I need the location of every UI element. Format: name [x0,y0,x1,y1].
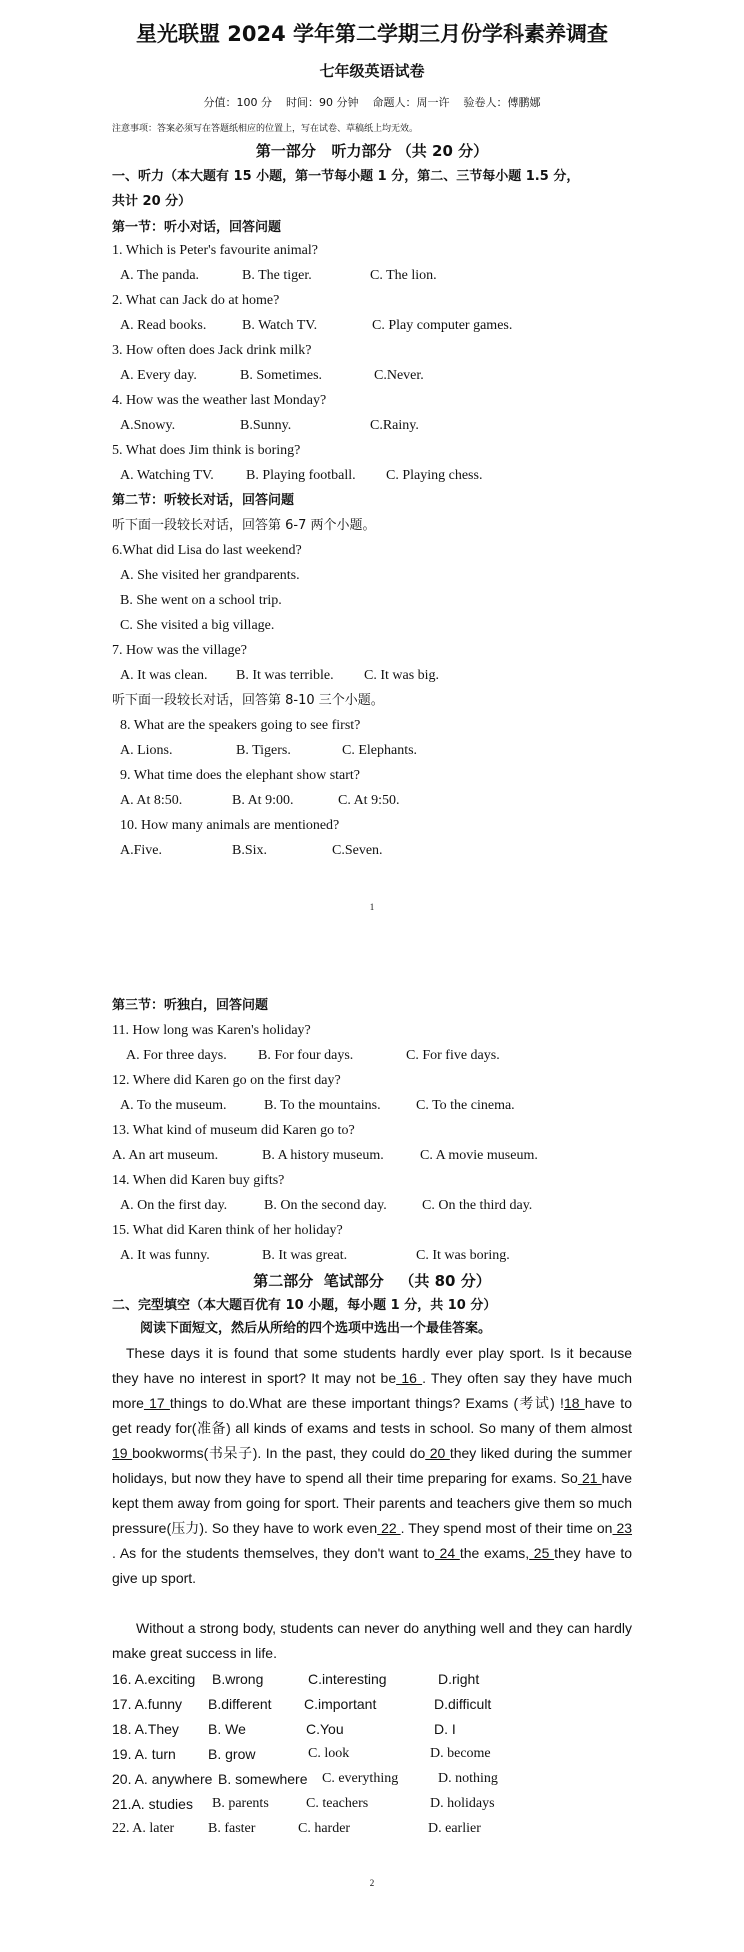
q5-option-b: B. Playing football. [246,468,356,483]
question-5: 5. What does Jim think is boring? [112,443,301,458]
q22-option-b: B. faster [208,1821,256,1836]
blank-23: 23 [612,1520,633,1536]
q13-option-b: B. A history museum. [262,1148,384,1163]
q1-option-b: B. The tiger. [242,268,312,283]
cloze-passage-paragraph-2: Without a strong body, students can never do anything well and they can hardly make great success in life. [112,1620,632,1661]
q19-option-b: B. grow [208,1746,256,1762]
q6-option-b: B. She went on a school trip. [120,593,282,608]
q22-option-a: 22. A. later [112,1821,175,1836]
q9-option-b: B. At 9:00. [232,793,294,808]
q10-option-c: C.Seven. [332,843,383,858]
q19-option-c: C. look [308,1746,350,1761]
q11-option-c: C. For five days. [406,1048,500,1063]
q21-option-b: B. parents [212,1796,269,1811]
section3-title: 第三节：听独白，回答问题 [112,998,269,1013]
q16-option-d: D.right [438,1671,480,1687]
cloze-section-heading: 二、完型填空（本大题百优有 10 小题，每小题 1 分，共 10 分） [112,1298,497,1313]
q17-option-d: D.difficult [434,1696,492,1712]
blank-22: 22 [377,1520,401,1536]
exam-sub-title: 七年级英语试卷 [319,62,425,80]
blank-20: 20 [425,1445,450,1461]
q14-option-c: C. On the third day. [422,1198,533,1213]
blank-21: 21 [577,1470,602,1486]
q20-option-b: B. somewhere [218,1771,308,1787]
q12-option-a: A. To the museum. [120,1098,227,1113]
section1-title: 第一节：听小对话，回答问题 [112,220,282,235]
q15-option-c: C. It was boring. [416,1248,510,1263]
section2-title: 第二节：听较长对话，回答问题 [112,493,295,508]
q7-option-b: B. It was terrible. [236,668,334,683]
question-13: 13. What kind of museum did Karen go to? [112,1123,355,1138]
cloze-instruction: 阅读下面短文，然后从所给的四个选项中选出一个最佳答案。 [140,1321,492,1336]
question-12: 12. Where did Karen go on the first day? [112,1073,341,1088]
q12-option-c: C. To the cinema. [416,1098,515,1113]
q7-option-a: A. It was clean. [120,668,208,683]
q21-option-d: D. holidays [430,1796,495,1811]
page-number-1: 1 [369,902,375,912]
page-number-2: 2 [369,1878,375,1888]
q21-option-a: 21.A. studies [112,1796,193,1812]
q12-option-b: B. To the mountains. [264,1098,381,1113]
q18-option-d: D. I [434,1721,456,1737]
q10-option-a: A.Five. [120,843,162,858]
q4-option-c: C.Rainy. [370,418,419,433]
section2-intro-b: 听下面一段较长对话，回答第 8-10 三个小题。 [112,693,384,708]
exam-info: 分值：100 分 时间：90 分钟 命题人：周一许 验卷人：傅鹏娜 [203,96,541,109]
q8-option-a: A. Lions. [120,743,173,758]
q22-option-d: D. earlier [428,1821,481,1836]
exam-page-1 [0,0,744,970]
q14-option-b: B. On the second day. [264,1198,387,1213]
question-14: 14. When did Karen buy gifts? [112,1173,285,1188]
q5-option-a: A. Watching TV. [120,468,214,483]
q13-option-c: C. A movie museum. [420,1148,538,1163]
q16-option-b: B.wrong [212,1671,264,1687]
listening-section-heading-cont: 共计 20 分） [112,194,192,209]
blank-19: 19 [112,1445,133,1461]
question-8: 8. What are the speakers going to see first? [120,718,361,733]
q19-option-a: 19. A. turn [112,1746,176,1762]
q6-option-a: A. She visited her grandparents. [120,568,300,583]
q19-option-d: D. become [430,1746,491,1761]
blank-16: 16 [396,1370,423,1386]
q1-option-c: C. The lion. [370,268,437,283]
q20-option-a: 20. A. anywhere [112,1771,213,1787]
exam-main-title: 星光联盟 2024 学年第二学期三月份学科素养调查 [135,22,609,46]
q16-option-c: C.interesting [308,1671,387,1687]
question-6: 6.What did Lisa do last weekend? [112,543,302,558]
q17-option-a: 17. A.funny [112,1696,183,1712]
q2-option-c: C. Play computer games. [372,318,513,333]
question-4: 4. How was the weather last Monday? [112,393,327,408]
q4-option-a: A.Snowy. [120,418,176,433]
blank-18: 18 [563,1395,585,1411]
q17-option-b: B.different [208,1696,272,1712]
part1-title: 第一部分 听力部分 （共 20 分） [255,142,489,160]
q8-option-b: B. Tigers. [236,743,291,758]
section2-intro-a: 听下面一段较长对话，回答第 6-7 两个小题。 [112,518,376,533]
q3-option-c: C.Never. [374,368,424,383]
q17-option-c: C.important [304,1696,377,1712]
q15-option-b: B. It was great. [262,1248,348,1263]
question-1: 1. Which is Peter's favourite animal? [112,243,318,258]
q7-option-c: C. It was big. [364,668,440,683]
q3-option-a: A. Every day. [120,368,197,383]
listening-section-heading: 一、听力（本大题有 15 小题，第一节每小题 1 分，第二、三节每小题 1.5 分， [112,169,580,184]
q16-option-a: 16. A.exciting [112,1671,196,1687]
q13-option-a: A. An art museum. [112,1148,219,1163]
q3-option-b: B. Sometimes. [240,368,323,383]
q2-option-a: A. Read books. [120,318,207,333]
q20-option-d: D. nothing [438,1771,498,1786]
q21-option-c: C. teachers [306,1796,369,1811]
q4-option-b: B.Sunny. [240,418,292,433]
question-11: 11. How long was Karen's holiday? [112,1023,311,1038]
q14-option-a: A. On the first day. [120,1198,228,1213]
exam-page-2 [0,970,744,1952]
q11-option-a: A. For three days. [126,1048,227,1063]
question-10: 10. How many animals are mentioned? [120,818,340,833]
part2-title: 第二部分 笔试部分 （共 80 分） [253,1272,491,1290]
question-7: 7. How was the village? [112,643,247,658]
q10-option-b: B.Six. [232,843,268,858]
q9-option-c: C. At 9:50. [338,793,400,808]
q18-option-c: C.You [306,1721,344,1737]
question-3: 3. How often does Jack drink milk? [112,343,312,358]
blank-24: 24 [434,1545,460,1561]
q8-option-c: C. Elephants. [342,743,418,758]
q2-option-b: B. Watch TV. [242,318,318,333]
question-2: 2. What can Jack do at home? [112,293,280,308]
exam-notice: 注意事项：答案必须写在答题纸相应的位置上，写在试卷、草稿纸上均无效。 [112,124,419,134]
q5-option-c: C. Playing chess. [386,468,483,483]
question-15: 15. What did Karen think of her holiday? [112,1223,343,1238]
q1-option-a: A. The panda. [120,268,200,283]
q15-option-a: A. It was funny. [120,1248,210,1263]
q9-option-a: A. At 8:50. [120,793,183,808]
blank-25: 25 [529,1545,555,1561]
q20-option-c: C. everything [322,1771,399,1786]
q22-option-c: C. harder [298,1821,351,1836]
question-9: 9. What time does the elephant show start? [120,768,361,783]
q6-option-c: C. She visited a big village. [120,618,275,633]
q11-option-b: B. For four days. [258,1048,354,1063]
blank-17: 17 [143,1395,170,1411]
cloze-passage-paragraph-1: These days it is found that some students hardly ever play sport. Is it because they have no interest in sport? It may not be 16 . They often say they have much more 17 things to do.What are these important things? Exams (考试) !18 have to get ready for(准备) all kinds of exams and tests in school. So many of them almost 19 bookworms(书呆子). In the past, they could do 20 they liked during the summer holidays, but now they have to spend all their time preparing for exams. So 21 have kept them away from going for sport. Their parents and teachers give them so much pressure(压力). So they have to work even 22 . They spend most of their time on 23 . As for the students themselves, they don't want to 24 the exams, 25 they have to give up sport. [112,1345,633,1586]
q18-option-a: 18. A.They [112,1721,179,1737]
q18-option-b: B. We [208,1721,246,1737]
